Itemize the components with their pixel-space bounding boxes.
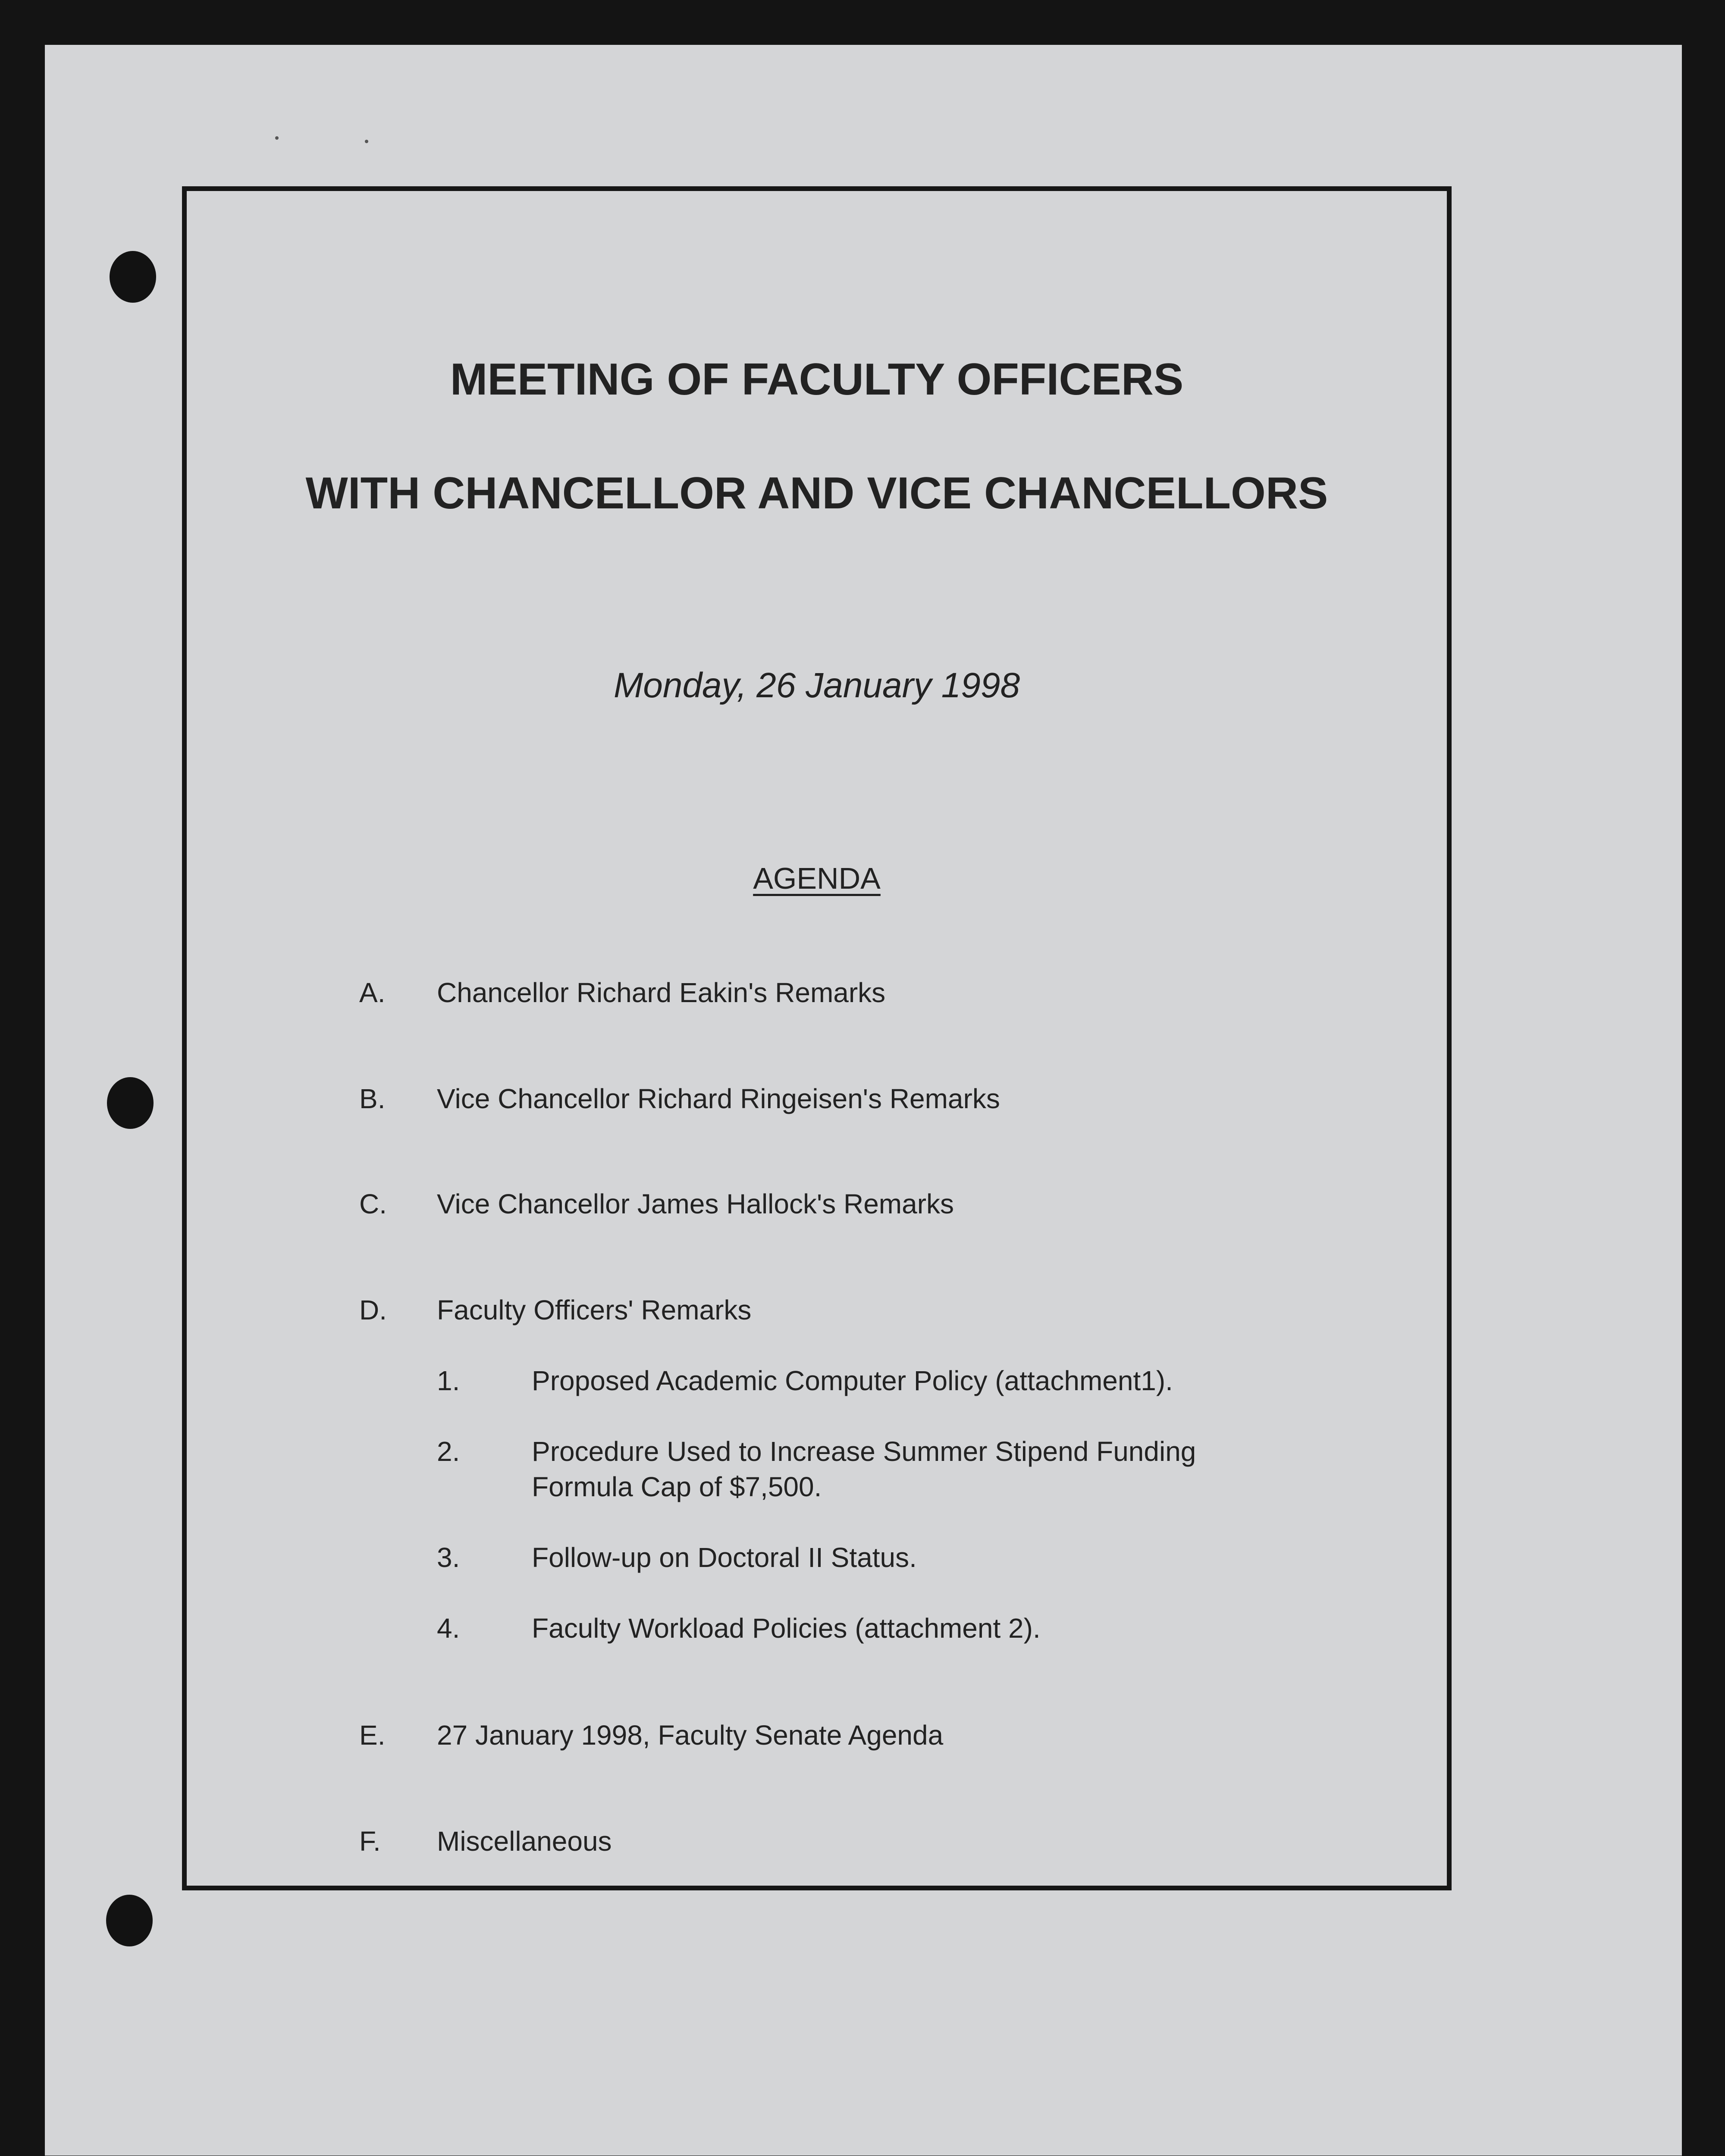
sub-item-text: Procedure Used to Increase Summer Stipend Funding xyxy=(532,1436,1196,1467)
punch-hole-middle xyxy=(107,1077,154,1129)
sub-item-number: 3. xyxy=(437,1542,460,1573)
punch-hole-top xyxy=(110,251,156,303)
sub-item-text: Proposed Academic Computer Policy (attachment1). xyxy=(532,1365,1173,1396)
agenda-frame xyxy=(182,186,1452,1890)
item-text: 27 January 1998, Faculty Senate Agenda xyxy=(437,1720,944,1751)
paper-speck xyxy=(365,140,368,143)
item-letter: D. xyxy=(359,1294,387,1326)
sub-item-text-continued: Formula Cap of $7,500. xyxy=(532,1471,822,1502)
title-line-1: MEETING OF FACULTY OFFICERS xyxy=(450,354,1184,404)
punch-hole-bottom xyxy=(106,1895,153,1946)
item-letter: E. xyxy=(359,1720,386,1751)
sub-item-text: Faculty Workload Policies (attachment 2). xyxy=(532,1613,1041,1644)
paper-speck xyxy=(275,136,279,140)
item-text: Faculty Officers' Remarks xyxy=(437,1294,752,1326)
sub-item-text: Follow-up on Doctoral II Status. xyxy=(532,1542,917,1573)
item-letter: F. xyxy=(359,1826,381,1857)
item-letter: A. xyxy=(359,977,386,1008)
sub-item-number: 4. xyxy=(437,1613,460,1644)
item-text: Vice Chancellor Richard Ringeisen's Remarks xyxy=(437,1083,1000,1114)
item-letter: B. xyxy=(359,1083,386,1114)
item-text: Miscellaneous xyxy=(437,1826,612,1857)
sub-item-number: 2. xyxy=(437,1436,460,1467)
item-text: Chancellor Richard Eakin's Remarks xyxy=(437,977,886,1008)
agenda-heading xyxy=(187,861,1447,896)
item-text: Vice Chancellor James Hallock's Remarks xyxy=(437,1188,954,1219)
title-line-2: WITH CHANCELLOR AND VICE CHANCELLORS xyxy=(305,468,1328,518)
item-letter: C. xyxy=(359,1188,387,1219)
sub-item-number: 1. xyxy=(437,1365,460,1396)
agenda-heading-text: AGENDA xyxy=(753,862,881,895)
meeting-date: Monday, 26 January 1998 xyxy=(613,666,1020,705)
